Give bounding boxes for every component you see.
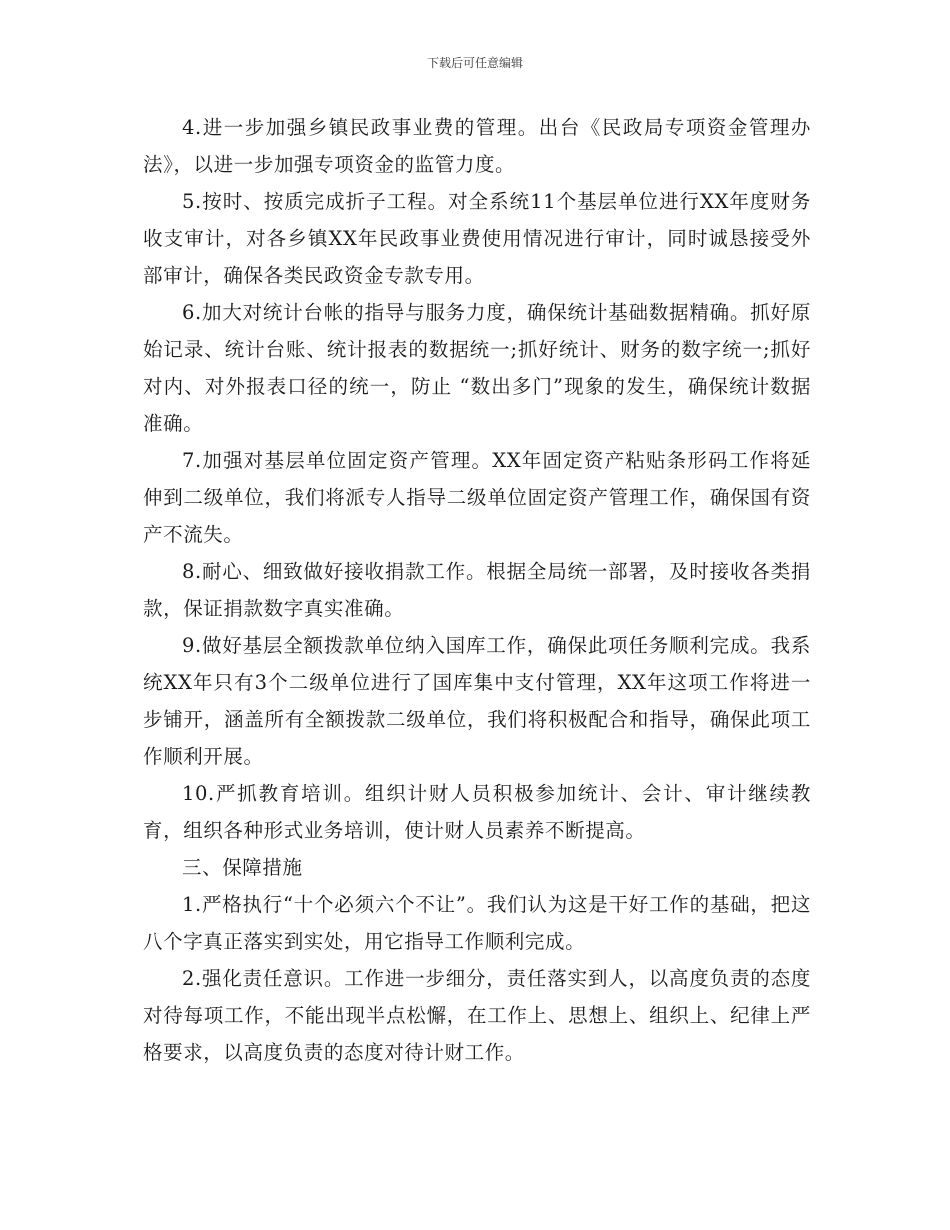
paragraph-item-10: 10.严抓教育培训。组织计财人员积极参加统计、会计、审计继续教育，组织各种形式业务培训，使计财人员素养不断提高。	[143, 782, 811, 842]
paragraph-item-5: 5.按时、按质完成折子工程。对全系统11个基层单位进行XX年度财务收支审计，对各乡镇XX年民政事业费使用情况进行审计，同时诚恳接受外部审计，确保各类民政资金专款专用。	[143, 190, 811, 287]
page-header-note: 下载后可任意编辑	[426, 56, 523, 70]
paragraph-item-4: 4.进一步加强乡镇民政事业费的管理。出台《民政局专项资金管理办法》，以进一步加强专项资金的监管力度。	[143, 116, 811, 176]
section-heading-safeguards: 三、保障措施	[182, 856, 303, 879]
paragraph-item-9: 9.做好基层全额拨款单位纳入国库工作，确保此项任务顺利完成。我系统XX年只有3个二级单位进行了国库集中支付管理，XX年这项工作将进一步铺开，涵盖所有全额拨款二级单位，我们将积极配合和指导，确保此项工作顺利开展。	[143, 634, 811, 768]
safeguard-item-1: 1.严格执行“十个必须六个不让”。我们认为这是干好工作的基础，把这八个字真正落实到实处，用它指导工作顺利完成。	[143, 893, 811, 953]
paragraph-item-7: 7.加强对基层单位固定资产管理。XX年固定资产粘贴条形码工作将延伸到二级单位，我们将派专人指导二级单位固定资产管理工作，确保国有资产不流失。	[143, 449, 811, 546]
paragraph-item-8: 8.耐心、细致做好接收捐款工作。根据全局统一部署，及时接收各类捐款，保证捐款数字真实准确。	[143, 560, 811, 620]
paragraph-item-6: 6.加大对统计台帐的指导与服务力度，确保统计基础数据精确。抓好原始记录、统计台账、统计报表的数据统一;抓好统计、财务的数字统一;抓好对内、对外报表口径的统一，防止 “数出多门”现象的发生，确保统计数据准确。	[143, 301, 811, 435]
document-body	[143, 109, 811, 1071]
safeguard-item-2: 2.强化责任意识。工作进一步细分，责任落实到人，以高度负责的态度对待每项工作，不能出现半点松懈，在工作上、思想上、组织上、纪律上严格要求，以高度负责的态度对待计财工作。	[143, 967, 811, 1064]
